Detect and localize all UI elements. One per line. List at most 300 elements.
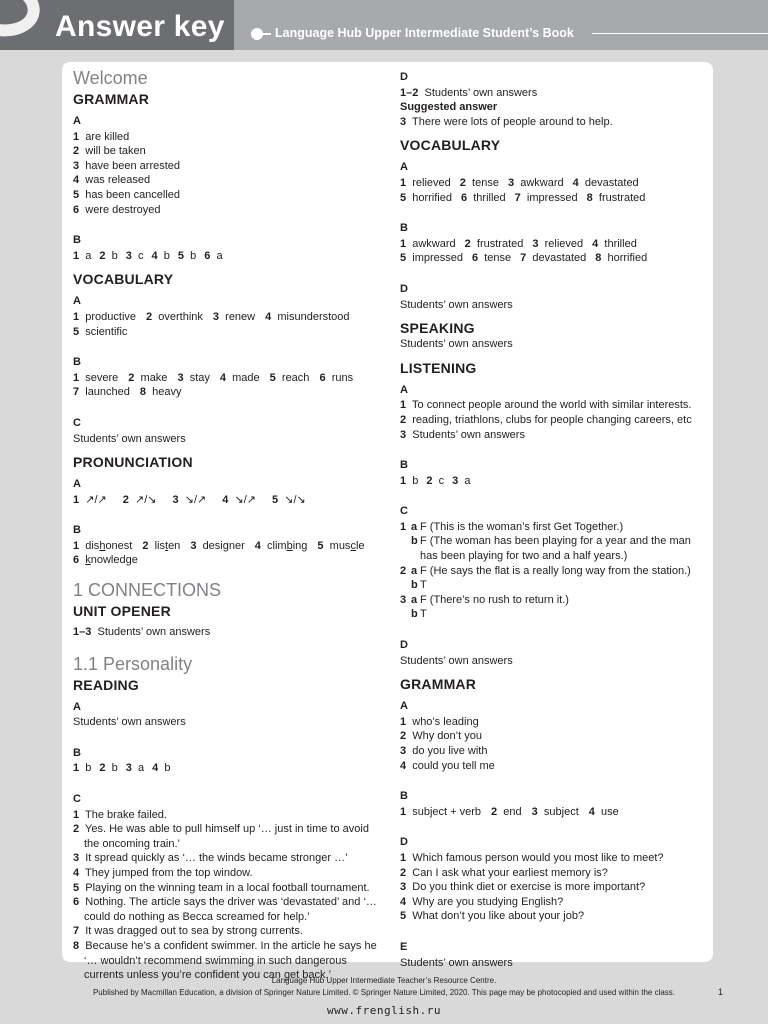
inline-item xyxy=(99,762,117,774)
item-number: 3 xyxy=(73,159,80,172)
inline-item xyxy=(123,494,157,506)
label-a: A xyxy=(73,700,81,713)
list-item xyxy=(400,744,705,759)
right-column xyxy=(400,62,705,970)
item-text: a xyxy=(216,249,223,262)
inline-item xyxy=(126,250,144,262)
item-number: 4 xyxy=(265,310,272,323)
inline-item xyxy=(491,806,522,818)
page-footer xyxy=(0,975,768,999)
item-text: runs xyxy=(331,371,354,384)
item-text: ↗/↘ xyxy=(135,493,157,506)
item-number: 6 xyxy=(73,203,80,216)
inline-item xyxy=(426,475,444,487)
list-item xyxy=(400,593,705,608)
inline-item xyxy=(142,540,180,552)
item-number: 6 xyxy=(319,371,326,384)
item-text: awkward xyxy=(520,176,564,189)
item-text: has been cancelled xyxy=(85,188,181,201)
item-subletter: a xyxy=(411,564,418,577)
item-subletter: b xyxy=(411,579,418,592)
inline-item xyxy=(152,762,170,774)
item-text: impressed xyxy=(526,191,578,204)
item-text: Yes. He was able to pull himself up ‘… just in time to avoid the oncoming train.’ xyxy=(84,823,369,850)
item-number: 6 xyxy=(204,249,211,262)
item-text: relieved xyxy=(412,176,451,189)
inline-item xyxy=(265,311,349,323)
inline-item xyxy=(73,326,127,338)
pronunciation-b-row xyxy=(73,539,383,554)
bullet-dash xyxy=(262,33,271,35)
list-item xyxy=(400,895,705,910)
item-number: 2 xyxy=(146,310,153,323)
inline-item xyxy=(400,238,456,250)
item-number: 3 xyxy=(400,593,407,606)
vocab-a-row xyxy=(73,310,383,325)
inline-item xyxy=(73,554,138,566)
label-a: A xyxy=(400,161,408,174)
item-text: a xyxy=(138,762,145,775)
item-number: 5 xyxy=(400,252,407,265)
item-number: 5 xyxy=(73,325,80,338)
vocab-b-row xyxy=(400,251,705,266)
vocab-d-text: Students’ own answers xyxy=(400,298,513,311)
item-number: 3 xyxy=(532,237,539,250)
inline-item xyxy=(587,192,646,204)
inline-item xyxy=(400,475,418,487)
item-number: 5 xyxy=(400,910,407,923)
item-text: listen xyxy=(154,539,181,552)
item-number: 3 xyxy=(400,115,407,128)
listening-c-list xyxy=(400,520,705,622)
item-number: 5 xyxy=(73,881,80,894)
inline-item xyxy=(400,252,463,264)
reading-a-text: Students’ own answers xyxy=(73,716,186,729)
grammar-e-text: Students’ own answers xyxy=(400,956,513,969)
item-text: tense xyxy=(484,252,512,265)
item-text: heavy xyxy=(152,386,182,399)
item-text: b xyxy=(111,249,118,262)
item-text: designer xyxy=(202,539,245,552)
inline-item xyxy=(213,311,255,323)
heading-speaking: SPEAKING xyxy=(400,320,475,337)
item-text: T xyxy=(420,608,427,621)
page-header xyxy=(0,0,768,50)
underlined-letter: t xyxy=(165,539,169,552)
item-text: climbing xyxy=(267,539,308,552)
list-item xyxy=(400,909,705,924)
item-number: 5 xyxy=(269,371,276,384)
item-text: knowledge xyxy=(85,554,138,567)
item-number: 3 xyxy=(400,881,407,894)
item-number: 3 xyxy=(125,249,132,262)
item-text: severe xyxy=(85,371,119,384)
heading-pronunciation: PRONUNCIATION xyxy=(73,454,193,471)
inline-item xyxy=(461,192,506,204)
item-number: 4 xyxy=(152,762,159,775)
footer-line-1: Language Hub Upper Intermediate Teacher’s Resource Centre. xyxy=(271,976,497,985)
item-text: thrilled xyxy=(473,191,506,204)
vocab-a-row xyxy=(73,325,383,340)
reading-d-suggested xyxy=(400,115,705,130)
inline-item xyxy=(128,372,167,384)
list-item xyxy=(400,866,705,881)
pronunciation-b-row xyxy=(73,553,383,568)
item-text: tense xyxy=(472,176,499,189)
item-text: end xyxy=(503,805,522,818)
item-number: 1 xyxy=(400,176,407,189)
item-text: make xyxy=(140,371,168,384)
item-text: b xyxy=(190,249,197,262)
item-text: Students’ own answers xyxy=(97,626,211,639)
item-text: use xyxy=(601,805,619,818)
item-number: 2 xyxy=(99,249,106,262)
item-text: misunderstood xyxy=(277,310,350,323)
item-number: 1 xyxy=(400,474,407,487)
book-title: Language Hub Upper Intermediate Student’s Book xyxy=(275,26,574,40)
list-item xyxy=(400,607,705,622)
list-item xyxy=(73,822,383,851)
item-number: 6 xyxy=(461,191,468,204)
item-number: 3 xyxy=(212,310,220,323)
item-text: was released xyxy=(85,174,151,187)
item-text: Playing on the winning team in a local football tournament. xyxy=(85,881,370,894)
item-text: muscle xyxy=(329,539,365,552)
listening-a-list xyxy=(400,398,705,442)
list-item xyxy=(400,715,705,730)
inline-item xyxy=(508,177,564,189)
item-text: b xyxy=(412,474,419,487)
inline-item xyxy=(222,494,256,506)
inline-item xyxy=(190,540,244,552)
item-text: frustrated xyxy=(476,237,524,250)
reading-b-row xyxy=(73,761,383,776)
inline-item xyxy=(126,762,144,774)
label-d: D xyxy=(400,282,408,295)
underlined-letter: c xyxy=(350,539,356,552)
inline-item xyxy=(532,238,583,250)
label-b: B xyxy=(400,459,408,472)
inline-item xyxy=(272,494,306,506)
vocab-a-row xyxy=(400,176,705,191)
underlined-letter: b xyxy=(286,539,293,552)
item-text: c xyxy=(438,474,445,487)
inline-item xyxy=(73,311,136,323)
item-number: 1 xyxy=(73,808,80,821)
item-number: 2 xyxy=(459,176,466,189)
item-text: It spread quickly as ‘… the winds became stronger …’ xyxy=(85,852,348,865)
item-text: Nothing. The article says the driver was ‘devastated’ and ‘… could do nothing as Becca screamed for help.’ xyxy=(84,896,377,923)
inline-item xyxy=(99,250,117,262)
item-text: a xyxy=(85,249,92,262)
grammar-d-list xyxy=(400,851,705,924)
item-text: horrified xyxy=(607,252,648,265)
inline-item xyxy=(255,540,308,552)
label-b: B xyxy=(73,234,81,247)
item-subletter: b xyxy=(411,535,418,548)
list-item xyxy=(400,729,705,744)
list-item xyxy=(400,520,705,535)
list-item xyxy=(73,866,383,881)
reading-c-list xyxy=(73,808,383,983)
item-number: 2 xyxy=(400,564,407,577)
item-number: 6 xyxy=(73,896,80,909)
item-number: 2 xyxy=(400,866,407,879)
item-number: 4 xyxy=(73,174,80,187)
item-number: 2 xyxy=(122,493,129,506)
item-number: 2 xyxy=(464,237,471,250)
grammar-b-row xyxy=(73,249,383,264)
inline-item xyxy=(73,540,132,552)
item-text: subject xyxy=(543,805,579,818)
item-number: 5 xyxy=(73,188,80,201)
item-text: Why don’t you xyxy=(412,730,482,743)
item-number: 1 xyxy=(73,249,80,262)
item-text: could you tell me xyxy=(412,759,495,772)
item-text: made xyxy=(232,371,260,384)
pronunciation-a-row xyxy=(73,493,383,508)
list-item xyxy=(73,881,383,896)
inline-item xyxy=(515,192,578,204)
item-number: 1–3 xyxy=(73,626,92,639)
list-item xyxy=(400,851,705,866)
reading-d-answer xyxy=(400,86,705,101)
inline-item xyxy=(204,250,222,262)
list-item xyxy=(73,895,383,924)
inline-item xyxy=(73,372,118,384)
underlined-letter: h xyxy=(99,539,106,552)
list-item xyxy=(73,851,383,866)
item-number: 1–2 xyxy=(400,86,419,99)
item-number: 3 xyxy=(172,493,179,506)
item-number: 3 xyxy=(400,428,407,441)
item-number: 3 xyxy=(125,762,132,775)
underlined-letter: g xyxy=(222,539,229,552)
item-subletter: a xyxy=(411,520,418,533)
inline-item xyxy=(73,494,107,506)
item-text: There were lots of people around to help. xyxy=(412,115,613,128)
item-text: do you live with xyxy=(412,745,488,757)
item-number: 1 xyxy=(73,762,80,775)
underlined-letter: k xyxy=(85,554,91,567)
item-subletter: a xyxy=(411,593,418,606)
item-text: relieved xyxy=(544,237,584,250)
list-item xyxy=(400,413,705,428)
vocab-b-row xyxy=(400,237,705,252)
label-a: A xyxy=(400,700,408,713)
label-b: B xyxy=(400,790,408,803)
item-number: 1 xyxy=(400,805,407,818)
item-number: 2 xyxy=(73,145,80,158)
item-number: 1 xyxy=(73,493,80,506)
item-text: b xyxy=(164,762,171,775)
list-item xyxy=(400,564,705,579)
item-text: dishonest xyxy=(85,539,133,552)
item-number: 2 xyxy=(73,823,80,836)
item-text: are killed xyxy=(85,130,130,143)
item-text: ↗/↗ xyxy=(85,493,107,506)
item-text: frustrated xyxy=(598,191,646,204)
label-b: B xyxy=(73,524,81,537)
item-text: b xyxy=(85,762,92,775)
list-item xyxy=(400,428,705,443)
item-text: awkward xyxy=(412,237,456,250)
label-a: A xyxy=(73,295,81,308)
item-number: 7 xyxy=(514,191,521,204)
inline-item xyxy=(400,192,452,204)
item-number: 8 xyxy=(73,939,80,952)
heading-listening: LISTENING xyxy=(400,359,477,376)
heading-grammar: GRAMMAR xyxy=(73,91,150,107)
inline-item xyxy=(520,252,586,264)
item-text: productive xyxy=(85,310,137,323)
item-number: 2 xyxy=(400,413,407,426)
item-text: F (The woman has been playing for a year and the man has been playing for two and a half years.) xyxy=(420,535,691,563)
item-number: 4 xyxy=(73,867,80,879)
label-a: A xyxy=(73,115,81,127)
inline-item xyxy=(472,252,511,264)
page-number: 1 xyxy=(718,987,724,997)
item-text: ↘/↘ xyxy=(284,493,306,506)
item-number: 4 xyxy=(254,539,261,552)
item-number: 5 xyxy=(272,493,279,506)
item-number: 1 xyxy=(400,237,407,250)
item-text: The brake failed. xyxy=(85,808,167,821)
inline-item xyxy=(317,540,364,552)
inline-item xyxy=(73,250,91,262)
inline-item xyxy=(173,494,207,506)
item-text: reading, triathlons, clubs for people changing careers, etc xyxy=(412,413,692,426)
item-text: Do you think diet or exercise is more important? xyxy=(412,881,646,894)
grammar-b-row xyxy=(400,805,705,820)
label-b: B xyxy=(73,746,81,759)
item-number: 2 xyxy=(128,371,135,384)
list-item xyxy=(73,808,383,823)
listening-d-text: Students’ own answers xyxy=(400,654,513,667)
item-text: Why are you studying English? xyxy=(412,895,564,908)
vocab-b-row xyxy=(73,371,383,386)
vocab-b-row xyxy=(73,385,383,400)
item-text: renew xyxy=(225,310,256,323)
page-title: Answer key xyxy=(55,10,225,43)
item-number: 5 xyxy=(177,249,184,262)
item-text: To connect people around the world with similar interests. xyxy=(412,399,692,412)
inline-item xyxy=(73,762,91,774)
inline-item xyxy=(465,238,524,250)
item-text: impressed xyxy=(412,252,463,265)
item-text: launched xyxy=(85,386,130,399)
item-number: 3 xyxy=(507,176,515,189)
vocab-a-row xyxy=(400,191,705,206)
inline-item xyxy=(178,250,196,262)
inline-item xyxy=(220,372,260,384)
heading-grammar: GRAMMAR xyxy=(400,676,477,693)
inline-item xyxy=(73,386,130,398)
list-item xyxy=(400,398,705,413)
item-text: subject + verb xyxy=(412,805,482,818)
item-text: devastated xyxy=(584,176,639,189)
item-text: have been arrested xyxy=(85,159,181,172)
unit-connections: 1 CONNECTIONS xyxy=(73,580,222,601)
label-d: D xyxy=(400,71,408,83)
list-item xyxy=(400,534,705,563)
item-number: 7 xyxy=(520,252,527,265)
list-item xyxy=(400,578,705,593)
item-text: reach xyxy=(281,371,310,384)
inline-item xyxy=(319,372,353,384)
item-text: horrified xyxy=(412,191,452,204)
label-a: A xyxy=(400,383,408,396)
item-text: T xyxy=(420,579,427,592)
item-text: b xyxy=(163,249,170,262)
list-item xyxy=(73,924,383,939)
list-item xyxy=(73,159,383,174)
item-number: 2 xyxy=(426,474,433,487)
section-welcome: Welcome xyxy=(73,68,148,88)
item-number: 7 xyxy=(73,386,80,399)
item-number: 8 xyxy=(586,191,593,204)
item-text: a xyxy=(464,474,471,487)
item-text: devastated xyxy=(532,252,587,265)
label-a: A xyxy=(73,478,81,491)
list-item xyxy=(73,173,383,188)
item-number: 5 xyxy=(317,539,324,552)
item-text: scientific xyxy=(85,325,128,338)
item-text: Students’ own answers xyxy=(424,86,538,99)
item-text: stay xyxy=(189,371,210,384)
item-number: 6 xyxy=(472,252,479,265)
site-watermark: www.frenglish.ru xyxy=(327,1004,441,1017)
item-text: It was dragged out to sea by strong currents. xyxy=(85,925,303,938)
item-text: Because he’s a confident swimmer. In the article he says he ‘… wouldn’t recommend swimming in such dangerous currents unless you’re confident you can get back.’ xyxy=(84,939,377,982)
item-text: will be taken xyxy=(85,145,146,158)
item-text: Which famous person would you most like to meet? xyxy=(412,851,664,864)
item-text: Students’ own answers xyxy=(412,428,525,441)
item-number: 4 xyxy=(592,237,599,250)
vocab-c-text: Students’ own answers xyxy=(73,432,186,445)
item-number: 1 xyxy=(73,539,80,552)
heading-unit-opener: UNIT OPENER xyxy=(73,603,171,620)
inline-item xyxy=(589,806,619,818)
item-number: 3 xyxy=(400,745,407,757)
item-number: 3 xyxy=(531,805,538,818)
label-d: D xyxy=(400,639,408,652)
header-rule xyxy=(592,33,768,34)
item-number: 1 xyxy=(400,520,407,533)
item-text: who’s leading xyxy=(412,715,479,728)
item-text: thrilled xyxy=(604,237,637,250)
item-number: 1 xyxy=(400,715,407,728)
grammar-a-list xyxy=(400,715,705,773)
item-number: 2 xyxy=(142,539,149,552)
item-number: 1 xyxy=(400,851,407,864)
speaking-text: Students’ own answers xyxy=(400,338,513,351)
item-number: 8 xyxy=(595,252,602,265)
item-number: 4 xyxy=(400,759,407,772)
item-number: 3 xyxy=(177,371,184,384)
item-text: c xyxy=(138,249,144,262)
item-number: 4 xyxy=(219,371,226,384)
item-number: 1 xyxy=(73,130,80,143)
inline-item xyxy=(460,177,499,189)
item-text: F (He says the flat is a really long way from the station.) xyxy=(420,564,691,577)
item-text: F (There’s no rush to return it.) xyxy=(420,593,569,606)
item-number: 4 xyxy=(400,895,407,908)
opener-answer xyxy=(73,625,383,640)
item-number: 8 xyxy=(139,386,147,399)
item-number: 4 xyxy=(151,249,158,262)
item-number: 1 xyxy=(400,399,407,412)
